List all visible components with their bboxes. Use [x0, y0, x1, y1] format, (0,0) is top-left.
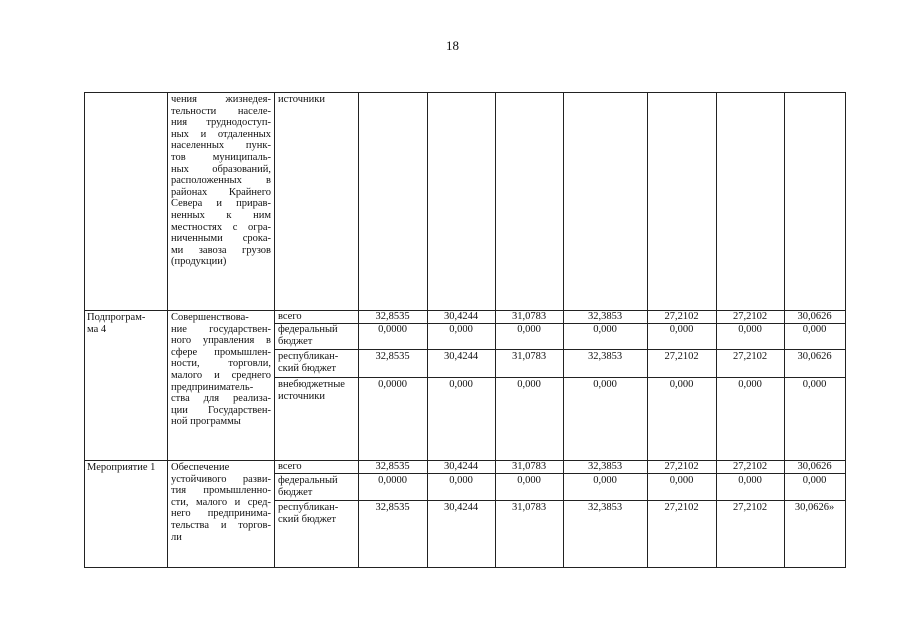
description-line: ли — [171, 531, 182, 543]
description-line: местностях с огра- — [171, 221, 271, 233]
source-label — [278, 324, 338, 347]
value-cell: 27,2102 — [664, 461, 699, 472]
source-label: всего — [278, 311, 302, 322]
value-cell: 31,0783 — [511, 502, 547, 513]
value-cell: 0,000 — [669, 324, 694, 335]
value-cell: 0,000 — [738, 324, 762, 335]
value-cell: 0,000 — [593, 475, 617, 486]
column-divider — [274, 92, 275, 568]
section-description — [171, 312, 271, 428]
value-cell: 32,3853 — [587, 311, 623, 322]
description-line: Обеспечение — [171, 462, 230, 473]
description-line: ного управления в — [171, 335, 271, 347]
table-border-bottom — [84, 567, 846, 568]
value-cell: 27,2102 — [732, 351, 768, 362]
section-name-line: Подпрограм- — [87, 312, 146, 323]
table-border-right — [845, 92, 846, 568]
value-cell: 0,000 — [593, 324, 617, 335]
description-line: Севера и прирав- — [171, 198, 271, 210]
value-cell: 32,3853 — [587, 502, 623, 513]
value-cell: 0,000 — [669, 379, 694, 390]
source-line: республикан- — [278, 351, 339, 362]
value-cell: 0,000 — [449, 324, 473, 335]
value-cell: 32,3853 — [587, 351, 623, 362]
column-divider — [167, 92, 168, 568]
value-cell: 30,4244 — [443, 502, 479, 513]
value-cell: 31,0783 — [511, 351, 547, 362]
table-border-top — [84, 92, 846, 93]
value-cell: 0,0000 — [378, 324, 407, 335]
row-divider — [275, 377, 846, 378]
description-line: тов муниципаль- — [171, 151, 271, 163]
description-line: ства для реализа- — [171, 393, 271, 405]
description-line: тельства и торгов- — [171, 519, 271, 531]
value-cell: 32,8535 — [375, 502, 410, 513]
description-line: сфере промышлен- — [171, 346, 271, 358]
description-line: чения жизнедея- — [171, 94, 271, 105]
value-cell: 0,000 — [517, 324, 541, 335]
value-cell: 30,4244 — [443, 311, 479, 322]
description-line: расположенных в — [171, 175, 271, 187]
value-cell: 30,4244 — [443, 351, 479, 362]
value-cell: 32,8535 — [375, 351, 410, 362]
value-cell: 27,2102 — [732, 311, 768, 322]
value-cell: 27,2102 — [664, 351, 699, 362]
section-name-line: ма 4 — [87, 323, 107, 335]
description-line: ции Государствен- — [171, 404, 271, 416]
row-divider — [275, 500, 846, 501]
value-cell: 32,8535 — [375, 461, 410, 472]
source-line: бюджет — [278, 486, 313, 498]
description-line: ми завоза грузов — [171, 244, 271, 256]
description-line: сти, малого и сред- — [171, 496, 271, 508]
value-cell: 0,0000 — [378, 475, 407, 486]
section-description — [171, 462, 271, 543]
value-cell: 0,000 — [802, 475, 827, 486]
source-line: ский бюджет — [278, 513, 336, 525]
value-cell: 27,2102 — [732, 461, 768, 472]
source-label: всего — [278, 461, 302, 472]
description-line: тия промышленно- — [171, 485, 271, 497]
value-cell: 30,0626 — [797, 311, 832, 322]
value-cell: 27,2102 — [664, 502, 699, 513]
section-name — [87, 462, 167, 474]
value-cell: 27,2102 — [732, 502, 768, 513]
value-cell: 31,0783 — [511, 311, 547, 322]
value-cell: 30,0626 — [797, 351, 832, 362]
source-label: источники — [278, 94, 325, 105]
source-label — [278, 502, 338, 525]
value-cell: 0,000 — [738, 379, 762, 390]
description-line: (продукции) — [171, 256, 227, 268]
page-number: 18 — [446, 38, 459, 53]
section-name — [87, 312, 165, 335]
table-border-left — [84, 92, 85, 568]
description-line: устойчивого разви- — [171, 473, 271, 485]
section-name-line: Мероприятие 1 — [87, 462, 156, 473]
source-label — [278, 351, 338, 374]
value-cell: 0,0000 — [378, 379, 407, 390]
source-line: ский бюджет — [278, 362, 336, 374]
row-divider — [275, 349, 846, 350]
description-line: предприниматель- — [171, 381, 254, 393]
description-line: ние государствен- — [171, 323, 271, 335]
description-line: него предпринима- — [171, 508, 271, 520]
description-line: ненных к ним — [171, 209, 271, 221]
description-line: ных образований, — [171, 163, 271, 175]
value-cell: 0,000 — [802, 379, 827, 390]
description-line: ной программы — [171, 416, 241, 428]
value-cell: 30,0626 — [797, 461, 832, 472]
value-cell: 0,000 — [669, 475, 694, 486]
source-line: внебюджетные — [278, 379, 345, 390]
description-line: тельности населе- — [171, 105, 271, 117]
continuation-description — [171, 94, 271, 268]
description-line: населенных пунк- — [171, 140, 271, 152]
value-cell: 0,000 — [517, 379, 541, 390]
source-line: республикан- — [278, 502, 339, 513]
source-label — [278, 379, 345, 402]
source-line: бюджет — [278, 335, 313, 347]
description-line: ных и отдаленных — [171, 128, 271, 140]
source-line: источники — [278, 390, 325, 402]
value-cell: 31,0783 — [511, 461, 547, 472]
value-cell: 0,000 — [738, 475, 762, 486]
description-line: районах Крайнего — [171, 186, 271, 198]
value-cell: 0,000 — [449, 475, 473, 486]
value-cell: 32,8535 — [375, 311, 410, 322]
value-cell: 0,000 — [802, 324, 827, 335]
row-divider — [275, 473, 846, 474]
description-line: малого и среднего — [171, 369, 271, 381]
description-line: ниченными срока- — [171, 233, 271, 245]
description-line: ния труднодоступ- — [171, 117, 271, 129]
value-cell: 0,000 — [517, 475, 541, 486]
value-cell: 27,2102 — [664, 311, 699, 322]
value-cell: 30,0626» — [794, 502, 835, 513]
source-label — [278, 475, 338, 498]
description-line: Совершенствова- — [171, 312, 249, 323]
value-cell: 32,3853 — [587, 461, 623, 472]
description-line: ности, торговли, — [171, 358, 271, 370]
value-cell: 0,000 — [593, 379, 617, 390]
source-line: федеральный — [278, 475, 338, 486]
value-cell: 30,4244 — [443, 461, 479, 472]
value-cell: 0,000 — [449, 379, 473, 390]
source-line: федеральный — [278, 324, 338, 335]
